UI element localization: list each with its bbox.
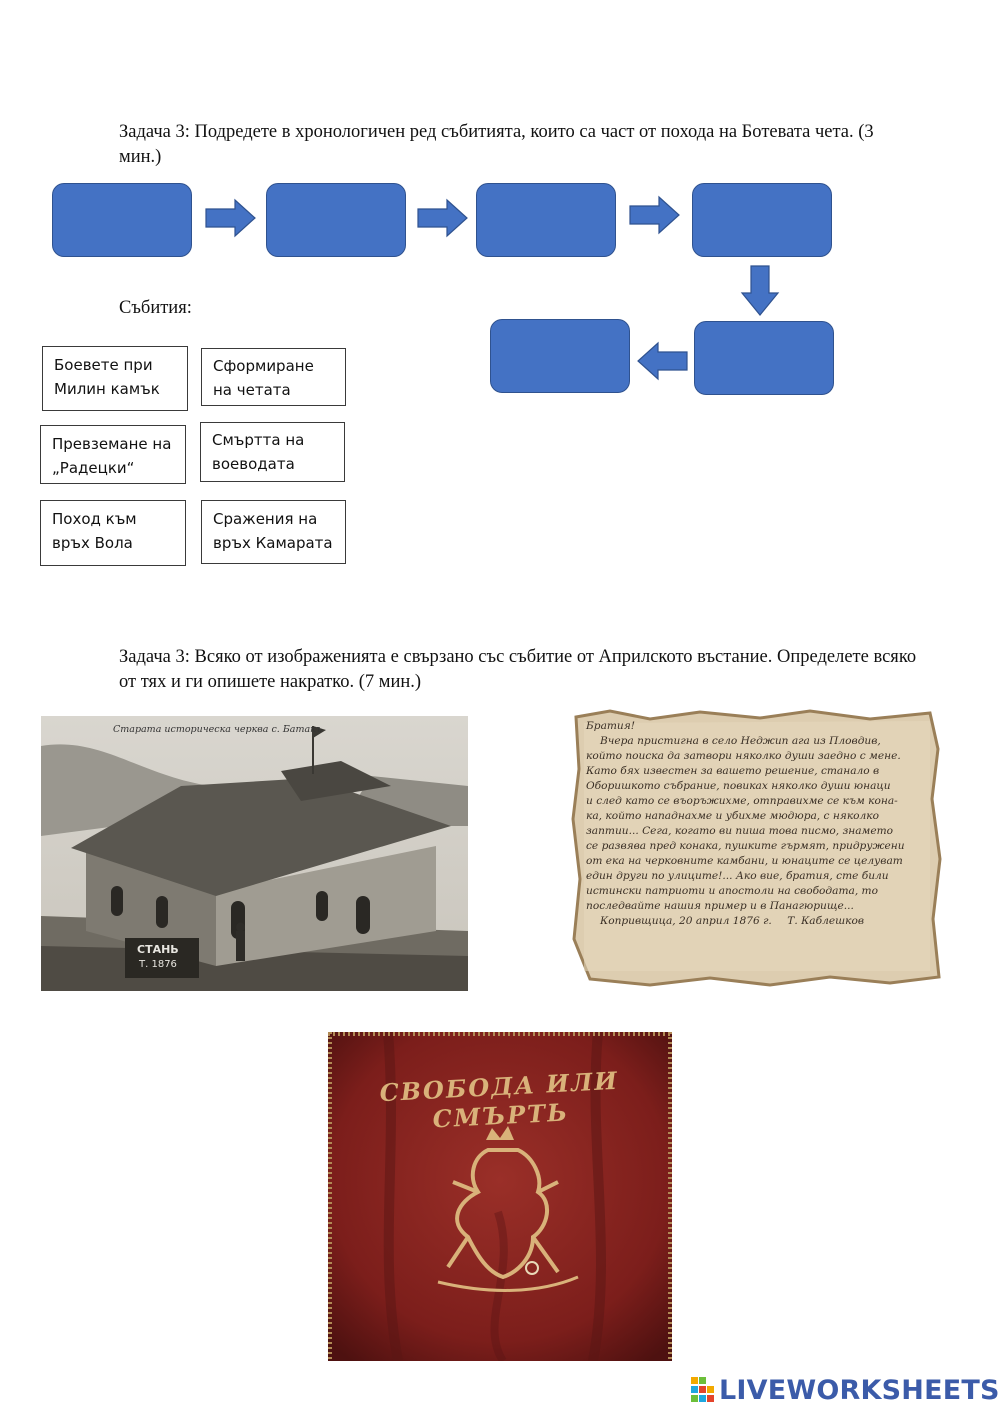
letter-line: Братия!	[586, 720, 636, 732]
liveworksheets-logo-icon	[691, 1377, 715, 1403]
event-card-line: „Радецки“	[52, 459, 135, 477]
bloody-letter-image	[570, 709, 942, 988]
arrow-right-icon	[629, 195, 681, 235]
event-card-line: връх Вола	[52, 534, 133, 552]
letter-line: Като бях известен за вашето решение, станало в	[586, 765, 880, 777]
event-card-line: на четата	[213, 381, 291, 399]
letter-line: последвайте нашия пример и в Панагюрище...	[586, 900, 854, 912]
letter-line: се развява пред конака, пушките гърмят, придружени	[586, 840, 905, 852]
event-card-line: Милин камък	[54, 380, 160, 398]
event-card-kamarata[interactable]	[201, 500, 346, 564]
flag-motto: СВОБОДА ИЛИ СМЪРТЬ	[378, 1065, 620, 1134]
answer-slot-6[interactable]	[490, 319, 630, 393]
event-card-death[interactable]	[200, 422, 345, 482]
answer-slot-1[interactable]	[52, 183, 192, 257]
uprising-flag-image	[328, 1032, 672, 1361]
task1-instructions: Задача 3: Подредете в хронологичен ред събитията, които са част от похода на Ботевата чета. (3 мин.)	[119, 122, 874, 167]
event-card-line: Сражения на	[213, 510, 318, 528]
letter-line: Вчера пристигна в село Неджип ага из Пловдив,	[600, 735, 881, 747]
event-card-line: Сформиране	[213, 357, 314, 375]
letter-line: истински патриоти и апостоли на свободата, то	[586, 885, 878, 897]
logo-text: LIVEWORKSHEETS	[719, 1374, 1000, 1406]
letter-line: един други по улиците!... Ако вие, братия, сте били	[586, 870, 889, 882]
answer-slot-5[interactable]	[694, 321, 834, 395]
event-card-formation[interactable]	[201, 348, 346, 406]
answer-slot-2[interactable]	[266, 183, 406, 257]
letter-line: Оборишкото събрание, повиках няколко души юнаци	[586, 780, 891, 792]
answer-slot-4[interactable]	[692, 183, 832, 257]
event-card-milin-kamak[interactable]	[42, 346, 188, 411]
task2-instructions: Задача 3: Всяко от изображенията е свързано със събитие от Априлското въстание. Определете всяко от тях и ги опишете накратко. (7 мин.)	[119, 647, 917, 692]
liveworksheets-logo	[691, 1375, 1000, 1405]
event-card-line: връх Камарата	[213, 534, 333, 552]
sign-text: Т. 1876	[139, 959, 177, 970]
batak-church-photo	[41, 716, 468, 991]
letter-line: заптии... Сега, когато ви пиша това писмо, знамето	[586, 825, 894, 837]
letter-signature: Т. Каблешков	[787, 915, 864, 927]
event-card-line: Боевете при	[54, 356, 153, 374]
event-card-line: Превземане на	[52, 435, 172, 453]
arrow-down-icon	[740, 265, 780, 317]
event-card-radetzky[interactable]	[40, 425, 186, 484]
letter-line: Копривщица, 20 април 1876 г.	[600, 915, 772, 927]
event-card-vola[interactable]	[40, 500, 186, 566]
letter-line: от ека на черковните камбани, и юнаците се целуват	[586, 855, 903, 867]
event-card-line: Поход към	[52, 510, 137, 528]
event-card-line: воеводата	[212, 455, 295, 473]
letter-line: ка, който нападнахме и убихме мюдюра, с няколко	[586, 810, 879, 822]
arrow-right-icon	[417, 198, 469, 238]
answer-slot-3[interactable]	[476, 183, 616, 257]
events-label: Събития:	[119, 298, 192, 318]
photo-caption: Старата историческа черква с. Батакъ	[113, 724, 323, 735]
letter-text	[586, 719, 934, 929]
letter-line: който поиска да затвори няколко души заедно с мене.	[586, 750, 901, 762]
letter-line: и след като се въоръжихме, отправихме се към кона-	[586, 795, 898, 807]
arrow-left-icon	[636, 341, 688, 381]
sign-text: СТАНЬ	[137, 943, 179, 956]
arrow-right-icon	[205, 198, 257, 238]
event-card-line: Смъртта на	[212, 431, 305, 449]
